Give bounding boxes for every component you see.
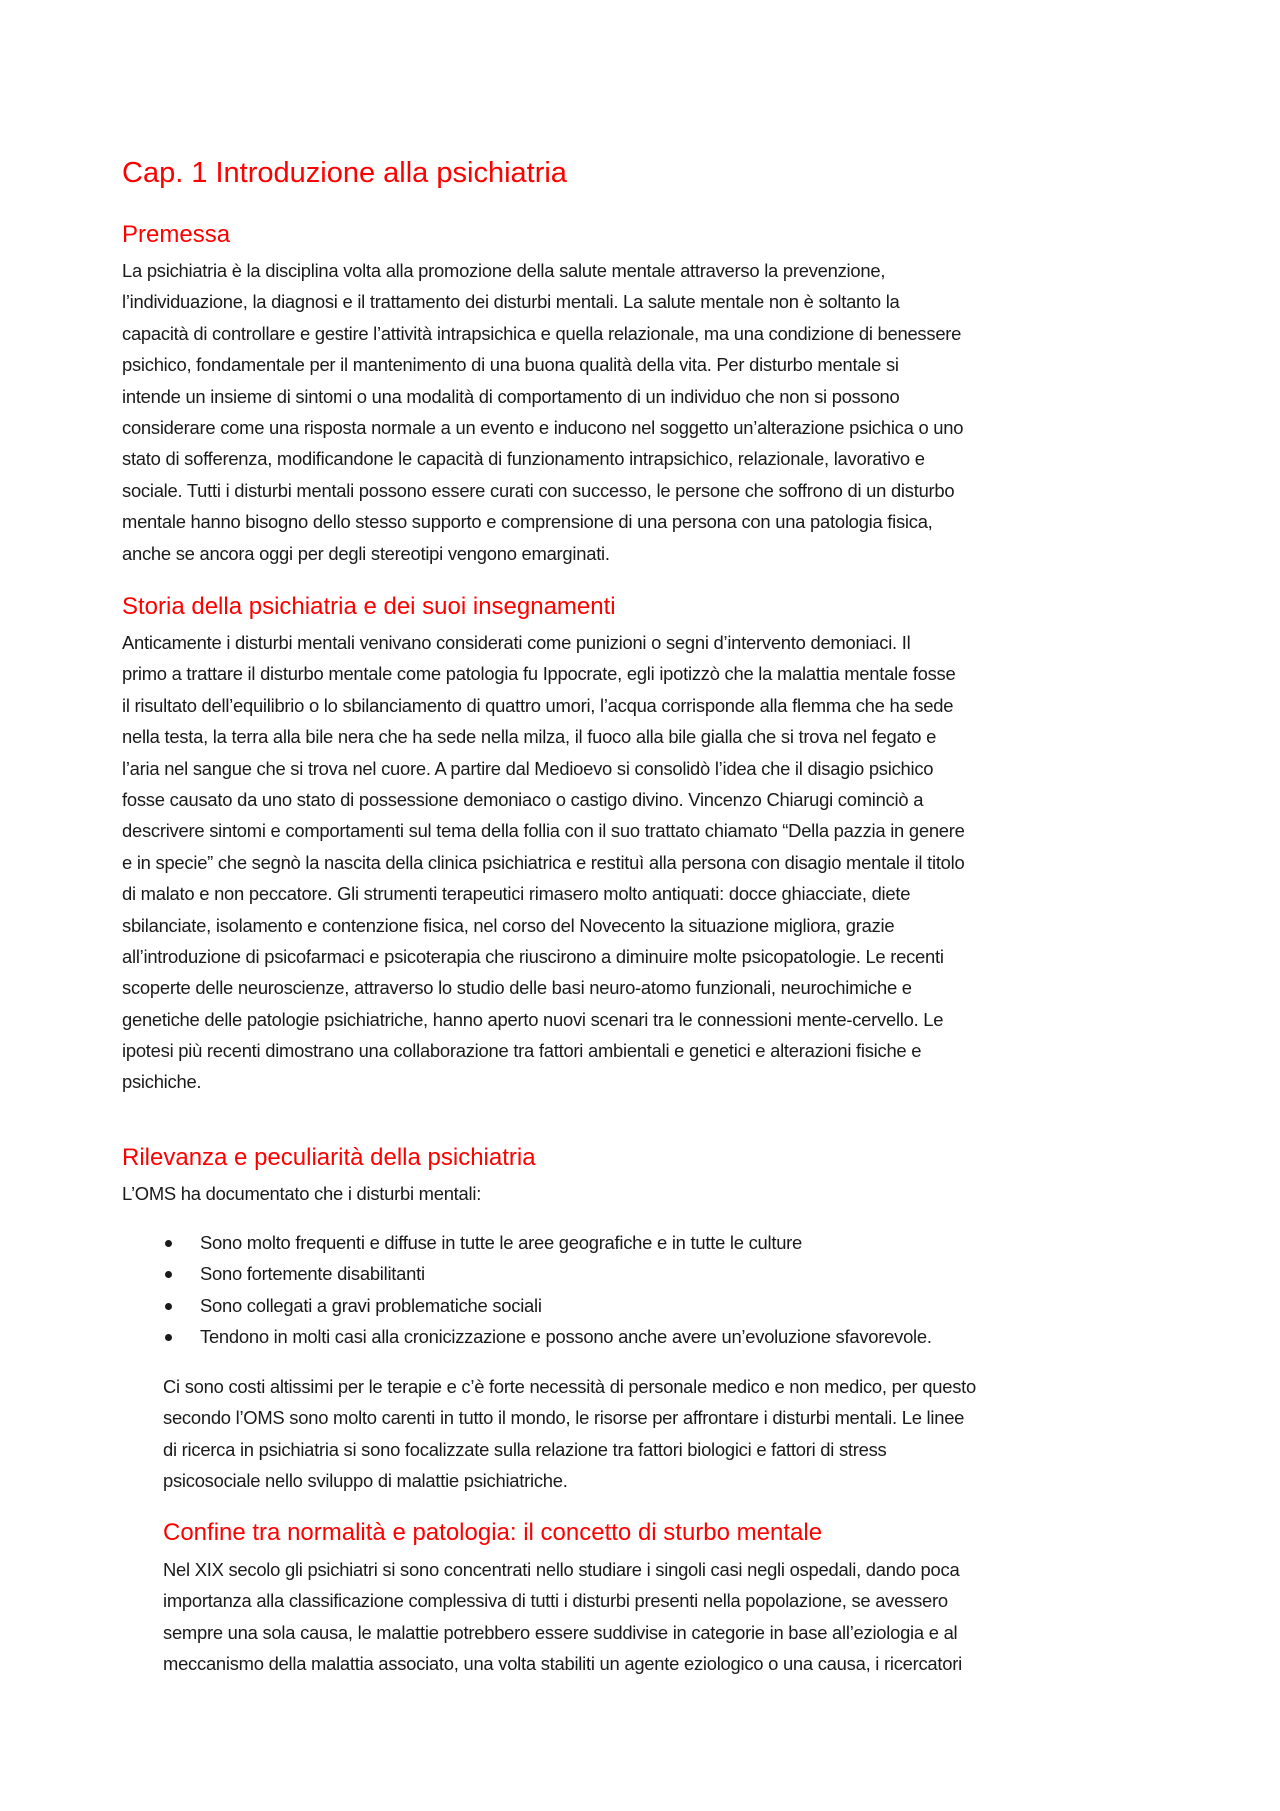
bullet-icon <box>165 1334 172 1341</box>
paragraph-oms-intro <box>122 1178 481 1209</box>
text-line: nella testa, la terra alla bile nera che ha sede nella milza, il fuoco alla bile gialla che si trova nel fegato e <box>122 726 937 748</box>
text-line: sbilanciate, isolamento e contenzione fisica, nel corso del Novecento la situazione migliora, grazie <box>122 914 895 936</box>
text-line: fosse causato da uno stato di possessione demoniaco o castigo divino. Vincenzo Chiarugi cominciò a <box>122 788 924 810</box>
text-line: il risultato dell’equilibrio o lo sbilanciamento di quattro umori, l’acqua corrisponde alla flemma che ha sede <box>122 694 954 716</box>
text-line: Nel XIX secolo gli psichiatri si sono concentrati nello studiare i singoli casi negli ospedali, dando poca <box>163 1559 960 1580</box>
bullet-icon <box>165 1303 172 1310</box>
heading-confine: Confine tra normalità e patologia: il concetto di sturbo mentale <box>163 1519 823 1546</box>
bullet-item <box>163 1321 932 1352</box>
text-line: all’introduzione di psicofarmaci e psicoterapia che riuscirono a diminuire molte psicopatologie. Le recenti <box>122 945 944 967</box>
text-line: stato di sofferenza, modificandone le capacità di funzionamento intrapsichico, relazionale, lavorativo e <box>122 448 925 470</box>
heading-storia: Storia della psichiatria e dei suoi insegnamenti <box>122 593 616 620</box>
bullet-text: Tendono in molti casi alla cronicizzazione e possono anche avere un’evoluzione sfavorevole. <box>200 1326 932 1348</box>
text-line: psichico, fondamentale per il mantenimento di una buona qualità della vita. Per disturbo mentale si <box>122 354 899 376</box>
text-line: di malato e non peccatore. Gli strumenti terapeutici rimasero molto antiquati: docce ghiacciate, diete <box>122 883 911 905</box>
bullet-text: Sono collegati a gravi problematiche sociali <box>200 1294 542 1316</box>
text-line: sempre una sola causa, le malattie potrebbero essere suddivise in categorie in base all’eziologia e al <box>163 1621 958 1643</box>
text-line: ipotesi più recenti dimostrano una collaborazione tra fattori ambientali e genetici e alterazioni fisiche e <box>122 1040 922 1062</box>
text-line: Anticamente i disturbi mentali venivano considerati come punizioni o segni d’intervento demoniaci. Il <box>122 632 911 653</box>
paragraph-confine <box>163 1554 962 1680</box>
bullet-text: Sono molto frequenti e diffuse in tutte le aree geografiche e in tutte le culture <box>200 1232 803 1253</box>
text-line: La psichiatria è la disciplina volta alla promozione della salute mentale attraverso la prevenzione, <box>122 260 886 281</box>
heading-rilevanza: Rilevanza e peculiarità della psichiatria <box>122 1144 536 1171</box>
heading-premessa: Premessa <box>122 221 231 248</box>
text-line: scoperte delle neuroscienze, attraverso lo studio delle basi neuro-atomo funzionali, neurochimiche e <box>122 977 912 999</box>
text-line: meccanismo della malattia associato, una volta stabiliti un agente eziologico o una causa, i ricercatori <box>163 1653 962 1675</box>
text-line: l’individuazione, la diagnosi e il trattamento dei disturbi mentali. La salute mentale non è soltanto la <box>122 291 900 313</box>
text-line: Ci sono costi altissimi per le terapie e c’è forte necessità di personale medico e non medico, per questo <box>163 1376 977 1397</box>
text-line: anche se ancora oggi per degli stereotipi vengono emarginati. <box>122 542 610 564</box>
chapter-title: Cap. 1 Introduzione alla psichiatria <box>122 157 567 189</box>
text-line: capacità di controllare e gestire l’attività intrapsichica e quella relazionale, ma una condizione di benessere <box>122 322 962 344</box>
text-line: descrivere sintomi e comportamenti sul tema della follia con il suo trattato chiamato “Della pazzia in genere <box>122 820 965 842</box>
text-line: primo a trattare il disturbo mentale come patologia fu Ippocrate, egli ipotizzò che la malattia mentale fosse <box>122 663 956 685</box>
text-line: intende un insieme di sintomi o una modalità di comportamento di un individuo che non si possono <box>122 385 900 407</box>
text-line: l’aria nel sangue che si trova nel cuore. A partire dal Medioevo si consolidò l’idea che il disagio psichico <box>122 757 934 779</box>
text-line: psicosociale nello sviluppo di malattie psichiatriche. <box>163 1470 568 1492</box>
text-line: L’OMS ha documentato che i disturbi mentali: <box>122 1183 482 1204</box>
bullet-icon <box>165 1271 172 1278</box>
text-line: psichiche. <box>122 1071 202 1093</box>
text-line: di ricerca in psichiatria si sono focalizzate sulla relazione tra fattori biologici e fattori di stress <box>163 1438 887 1460</box>
oms-bullet-list <box>163 1227 932 1353</box>
bullet-item <box>163 1227 932 1258</box>
text-line: genetiche delle patologie psichiatriche, hanno aperto nuovi scenari tra le connessioni mente-cervello. Le <box>122 1008 944 1030</box>
bullet-item <box>163 1290 932 1321</box>
text-line: mentale hanno bisogno dello stesso supporto e comprensione di una persona con una patologia fisica, <box>122 511 933 533</box>
paragraph-storia <box>122 627 965 1098</box>
text-line: considerare come una risposta normale a un evento e inducono nel soggetto un’alterazione psichica o uno <box>122 416 964 438</box>
bullet-item <box>163 1258 932 1289</box>
bullet-text: Sono fortemente disabilitanti <box>200 1263 425 1285</box>
text-line: sociale. Tutti i disturbi mentali possono essere curati con successo, le persone che soffrono di un disturbo <box>122 479 955 501</box>
text-line: importanza alla classificazione complessiva di tutti i disturbi presenti nella popolazione, se avessero <box>163 1590 948 1612</box>
bullet-icon <box>165 1240 172 1247</box>
text-line: e in specie” che segnò la nascita della clinica psichiatrica e restituì alla persona con disagio mentale il titolo <box>122 851 965 873</box>
text-line: secondo l’OMS sono molto carenti in tutto il mondo, le risorse per affrontare i disturbi mentali. Le linee <box>163 1407 965 1429</box>
paragraph-premessa <box>122 255 963 569</box>
paragraph-costi <box>163 1371 976 1497</box>
